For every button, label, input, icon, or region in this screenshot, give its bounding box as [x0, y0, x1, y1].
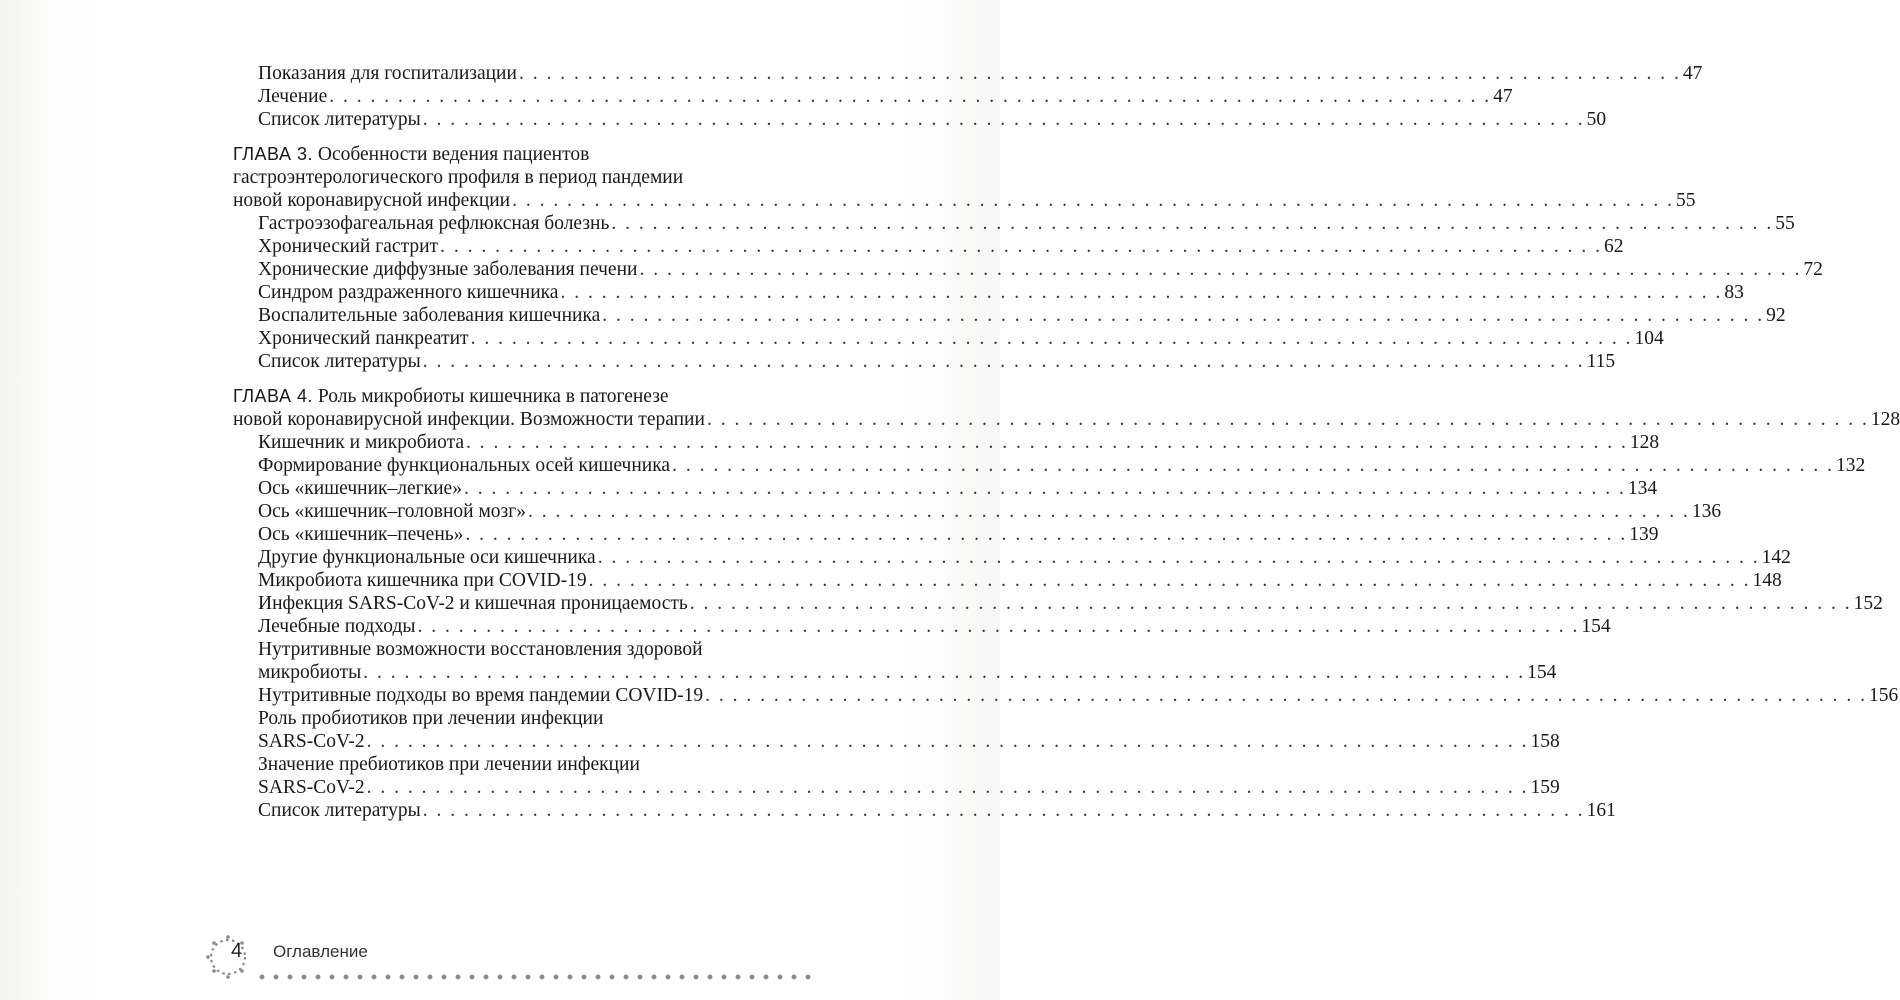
toc-page-number: 62	[1603, 236, 1624, 257]
toc-page-number: 72	[1803, 259, 1823, 280]
toc-entry-text: новой коронавирусной инфекции	[233, 190, 511, 211]
toc-page-number: 154	[1527, 662, 1557, 683]
footer-dot-divider	[255, 974, 815, 980]
dot-leader: . . . . . . . . . . . . . . . . . . . . . . . . . . . . . . . . . . . . . . . . . . . . . . . . . . . . . . . . . . . . . . . . . . . . . . . . . . . . . . . . . . . . .	[705, 685, 1867, 706]
toc-entry-text: Воспалительные заболевания кишечника	[258, 305, 601, 326]
toc-entry-title	[233, 408, 705, 431]
toc-entry	[233, 327, 1664, 350]
toc-entry-line: Значение пребиотиков при лечении инфекции	[258, 754, 640, 775]
toc-entry	[233, 189, 1696, 212]
toc-page-number: 148	[1752, 570, 1782, 591]
toc-entry-title	[258, 258, 637, 281]
toc-entry	[233, 235, 1624, 258]
toc-entry-text: Синдром раздраженного кишечника	[258, 282, 559, 303]
toc-entry-text: Ось «кишечник–головной мозг»	[258, 501, 526, 522]
toc-entry-text: Список литературы	[258, 800, 421, 821]
toc-entry-text: Ось «кишечник–печень»	[258, 524, 464, 545]
toc-entry-title	[233, 189, 510, 212]
toc-page-number: 128	[1629, 432, 1660, 453]
toc-page-number: 158	[1530, 731, 1560, 752]
toc-page-number: 55	[1676, 190, 1696, 211]
dot-leader: . . . . . . . . . . . . . . . . . . . . . . . . . . . . . . . . . . . . . . . . . . . . . . . . . . . . . . . . . . . . . . . . . . . . . . . . . . . . . . . . . . . . .	[422, 109, 1585, 130]
dot-leader: . . . . . . . . . . . . . . . . . . . . . . . . . . . . . . . . . . . . . . . . . . . . . . . . . . . . . . . . . . . . . . . . . . . . . . . . . . . . . . . . . . . . .	[363, 662, 1526, 683]
toc-entry-title	[258, 661, 361, 684]
toc-entry-line: Роль пробиотиков при лечении инфекции	[258, 708, 604, 729]
toc-entry-text: Список литературы	[258, 351, 421, 372]
toc-entry-text: Кишечник и микробиота	[258, 432, 464, 453]
chapter-title-text: Роль микробиоты кишечника в патогенезе	[317, 386, 669, 407]
toc-page-number: 154	[1581, 616, 1611, 637]
toc-entry-title	[258, 108, 421, 131]
toc-page-number: 47	[1493, 86, 1513, 107]
dot-leader: . . . . . . . . . . . . . . . . . . . . . . . . . . . . . . . . . . . . . . . . . . . . . . . . . . . . . . . . . . . . . . . . . . . . . . . . . . . . . . . . . . . . .	[422, 351, 1585, 372]
dot-leader: . . . . . . . . . . . . . . . . . . . . . . . . . . . . . . . . . . . . . . . . . . . . . . . . . . . . . . . . . . . . . . . . . . . . . . . . . . . . . . . . . . . . .	[689, 593, 1852, 614]
toc-page-number: 104	[1634, 328, 1664, 349]
toc-entry-title	[258, 592, 688, 615]
toc-page-number: 92	[1766, 305, 1786, 326]
toc-entry-title	[258, 776, 365, 799]
toc-entry	[233, 546, 1791, 569]
chapter-title-line	[233, 385, 813, 408]
toc-entry-text: Нутритивные подходы во время пандемии COVID-19	[258, 685, 704, 706]
table-of-contents	[233, 62, 1900, 822]
toc-entry-text: SARS-CoV-2	[258, 731, 365, 752]
toc-entry-text: Хронические диффузные заболевания печени	[258, 259, 638, 280]
page-number: 4	[231, 940, 243, 962]
toc-page-number: 136	[1691, 501, 1722, 522]
toc-entry-title	[258, 615, 415, 638]
dot-leader: . . . . . . . . . . . . . . . . . . . . . . . . . . . . . . . . . . . . . . . . . . . . . . . . . . . . . . . . . . . . . . . . . . . . . . . . . . . . . . . . . . . . .	[422, 800, 1585, 821]
toc-entry	[233, 281, 1744, 304]
chapter-label: ГЛАВА 3.	[233, 144, 313, 164]
dot-leader: . . . . . . . . . . . . . . . . . . . . . . . . . . . . . . . . . . . . . . . . . . . . . . . . . . . . . . . . . . . . . . . . . . . . . . . . . . . . . . . . . . . . .	[417, 616, 1580, 637]
dot-leader: . . . . . . . . . . . . . . . . . . . . . . . . . . . . . . . . . . . . . . . . . . . . . . . . . . . . . . . . . . . . . . . . . . . . . . . . . . . . . . . . . . . . .	[597, 547, 1760, 568]
toc-entry-text: Лечебные подходы	[258, 616, 416, 637]
dot-leader: . . . . . . . . . . . . . . . . . . . . . . . . . . . . . . . . . . . . . . . . . . . . . . . . . . . . . . . . . . . . . . . . . . . . . . . . . . . . . . . . . . . . .	[463, 478, 1626, 499]
toc-page-number: 156	[1868, 685, 1899, 706]
running-title: Оглавление	[273, 942, 368, 961]
toc-entry	[233, 62, 1703, 85]
toc-entry	[233, 431, 1660, 454]
toc-entry-text: Формирование функциональных осей кишечника	[258, 455, 671, 476]
toc-entry-title	[258, 212, 609, 235]
toc-entry-title	[258, 85, 327, 108]
toc-entry-text: SARS-CoV-2	[258, 777, 365, 798]
toc-entry-text: Лечение	[258, 86, 328, 107]
toc-entry-title	[258, 431, 464, 454]
dot-leader: . . . . . . . . . . . . . . . . . . . . . . . . . . . . . . . . . . . . . . . . . . . . . . . . . . . . . . . . . . . . . . . . . . . . . . . . . . . . . . . . . . . . .	[440, 236, 1602, 257]
dot-leader: . . . . . . . . . . . . . . . . . . . . . . . . . . . . . . . . . . . . . . . . . . . . . . . . . . . . . . . . . . . . . . . . . . . . . . . . . . . . . . . . . . . . .	[588, 570, 1751, 591]
toc-entry-title	[258, 62, 517, 85]
dot-leader: . . . . . . . . . . . . . . . . . . . . . . . . . . . . . . . . . . . . . . . . . . . . . . . . . . . . . . . . . . . . . . . . . . . . . . . . . . . . . . . . . . . . .	[639, 259, 1802, 280]
toc-entry	[233, 776, 1560, 799]
chapter-spacer	[233, 131, 813, 143]
dot-leader: . . . . . . . . . . . . . . . . . . . . . . . . . . . . . . . . . . . . . . . . . . . . . . . . . . . . . . . . . . . . . . . . . . . . . . . . . . . . . . . . . . . . .	[611, 213, 1774, 234]
dot-leader: . . . . . . . . . . . . . . . . . . . . . . . . . . . . . . . . . . . . . . . . . . . . . . . . . . . . . . . . . . . . . . . . . . . . . . . . . . . . . . . . . . . . .	[470, 328, 1633, 349]
toc-page-number: 50	[1586, 109, 1607, 130]
toc-entry-title	[258, 235, 438, 258]
chapter-label: ГЛАВА 4.	[233, 386, 313, 406]
dot-leader: . . . . . . . . . . . . . . . . . . . . . . . . . . . . . . . . . . . . . . . . . . . . . . . . . . . . . . . . . . . . . . . . . . . . . . . . . . . . . . . . . . . . .	[706, 409, 1869, 430]
dot-leader: . . . . . . . . . . . . . . . . . . . . . . . . . . . . . . . . . . . . . . . . . . . . . . . . . . . . . . . . . . . . . . . . . . . . . . . . . . . . . . . . . . . . .	[518, 63, 1681, 84]
toc-entry	[233, 684, 1899, 707]
toc-entry-title	[258, 546, 596, 569]
toc-entry-title	[258, 327, 469, 350]
toc-entry-title	[258, 730, 365, 753]
toc-entry	[233, 799, 1616, 822]
toc-page-number: 152	[1853, 593, 1883, 614]
chapter-title-text: Особенности ведения пациентов	[317, 144, 590, 165]
toc-entry-line: Нутритивные возможности восстановления здоровой	[258, 639, 703, 660]
toc-entry-text: Ось «кишечник–легкие»	[258, 478, 462, 499]
toc-entry	[233, 454, 1866, 477]
toc-page-number: 83	[1724, 282, 1744, 303]
toc-entry	[233, 615, 1611, 638]
toc-page-number: 134	[1627, 478, 1658, 499]
toc-page-number: 128	[1870, 409, 1900, 430]
toc-entry	[233, 661, 1557, 684]
toc-entry-title	[258, 500, 526, 523]
dot-leader: . . . . . . . . . . . . . . . . . . . . . . . . . . . . . . . . . . . . . . . . . . . . . . . . . . . . . . . . . . . . . . . . . . . . . . . . . . . . . . . . . . . . .	[512, 190, 1674, 211]
toc-entry-title	[258, 684, 703, 707]
dot-leader: . . . . . . . . . . . . . . . . . . . . . . . . . . . . . . . . . . . . . . . . . . . . . . . . . . . . . . . . . . . . . . . . . . . . . . . . . . . . . . . . . . . . .	[602, 305, 1765, 326]
toc-page-number: 142	[1761, 547, 1791, 568]
toc-entry-title	[258, 523, 463, 546]
toc-entry-text: микробиоты	[258, 662, 362, 683]
toc-page-number: 159	[1530, 777, 1560, 798]
toc-entry-title	[258, 350, 421, 373]
chapter-title-text: гастроэнтерологического профиля в период пандемии	[233, 167, 684, 188]
toc-page-number: 132	[1835, 455, 1866, 476]
toc-entry	[233, 304, 1786, 327]
toc-entry	[233, 500, 1722, 523]
chapter-spacer	[233, 373, 813, 385]
toc-entry-text: Показания для госпитализации	[258, 63, 517, 84]
toc-entry	[233, 350, 1616, 373]
dot-leader: . . . . . . . . . . . . . . . . . . . . . . . . . . . . . . . . . . . . . . . . . . . . . . . . . . . . . . . . . . . . . . . . . . . . . . . . . . . . . . . . . . . . .	[527, 501, 1690, 522]
toc-entry-text: Инфекция SARS-CoV-2 и кишечная проницаемость	[258, 593, 688, 614]
page-footer	[205, 934, 815, 984]
toc-entry	[233, 523, 1659, 546]
toc-entry	[233, 477, 1658, 500]
dot-leader: . . . . . . . . . . . . . . . . . . . . . . . . . . . . . . . . . . . . . . . . . . . . . . . . . . . . . . . . . . . . . . . . . . . . . . . . . . . . . . . . . . . . .	[366, 777, 1529, 798]
dot-leader: . . . . . . . . . . . . . . . . . . . . . . . . . . . . . . . . . . . . . . . . . . . . . . . . . . . . . . . . . . . . . . . . . . . . . . . . . . . . . . . . . . . . .	[560, 282, 1723, 303]
toc-page-number: 139	[1629, 524, 1659, 545]
toc-entry	[233, 212, 1795, 235]
toc-entry	[233, 108, 1607, 131]
toc-entry	[233, 592, 1883, 615]
toc-entry-title	[258, 477, 462, 500]
toc-entry-text: новой коронавирусной инфекции. Возможности терапии	[233, 409, 705, 430]
toc-entry-title	[258, 454, 670, 477]
toc-entry-text: Гастроэзофагеальная рефлюксная болезнь	[258, 213, 610, 234]
toc-entry-text: Хронический гастрит	[258, 236, 439, 257]
toc-page-number: 161	[1586, 800, 1616, 821]
toc-page-number: 55	[1775, 213, 1795, 234]
toc-entry-title	[258, 569, 587, 592]
toc-entry-title	[258, 304, 600, 327]
toc-entry	[233, 730, 1560, 753]
toc-entry-text: Микробиота кишечника при COVID-19	[258, 570, 587, 591]
chapter-title-line	[233, 143, 813, 166]
toc-page-number: 47	[1682, 63, 1703, 84]
toc-entry-title	[258, 799, 421, 822]
dot-leader: . . . . . . . . . . . . . . . . . . . . . . . . . . . . . . . . . . . . . . . . . . . . . . . . . . . . . . . . . . . . . . . . . . . . . . . . . . . . . . . . . . . . .	[465, 524, 1628, 545]
toc-entry	[233, 258, 1823, 281]
toc-page-number: 115	[1586, 351, 1616, 372]
toc-entry-title	[258, 281, 558, 304]
toc-entry	[233, 85, 1513, 108]
gear-icon	[205, 934, 251, 980]
dot-leader: . . . . . . . . . . . . . . . . . . . . . . . . . . . . . . . . . . . . . . . . . . . . . . . . . . . . . . . . . . . . . . . . . . . . . . . . . . . . . . . . . . . . .	[465, 432, 1628, 453]
dot-leader: . . . . . . . . . . . . . . . . . . . . . . . . . . . . . . . . . . . . . . . . . . . . . . . . . . . . . . . . . . . . . . . . . . . . . . . . . . . . . . . . . . . . .	[672, 455, 1834, 476]
toc-entry-text: Список литературы	[258, 109, 421, 130]
toc-entry-text: Хронический панкреатит	[258, 328, 469, 349]
toc-entry	[233, 569, 1782, 592]
toc-entry	[233, 408, 1900, 431]
chapter-title-line	[233, 166, 813, 189]
toc-entry-text: Другие функциональные оси кишечника	[258, 547, 596, 568]
dot-leader: . . . . . . . . . . . . . . . . . . . . . . . . . . . . . . . . . . . . . . . . . . . . . . . . . . . . . . . . . . . . . . . . . . . . . . . . . . . . . . . . . . . . .	[366, 731, 1529, 752]
dot-leader: . . . . . . . . . . . . . . . . . . . . . . . . . . . . . . . . . . . . . . . . . . . . . . . . . . . . . . . . . . . . . . . . . . . . . . . . . . . . . . . . . . . . .	[329, 86, 1492, 107]
